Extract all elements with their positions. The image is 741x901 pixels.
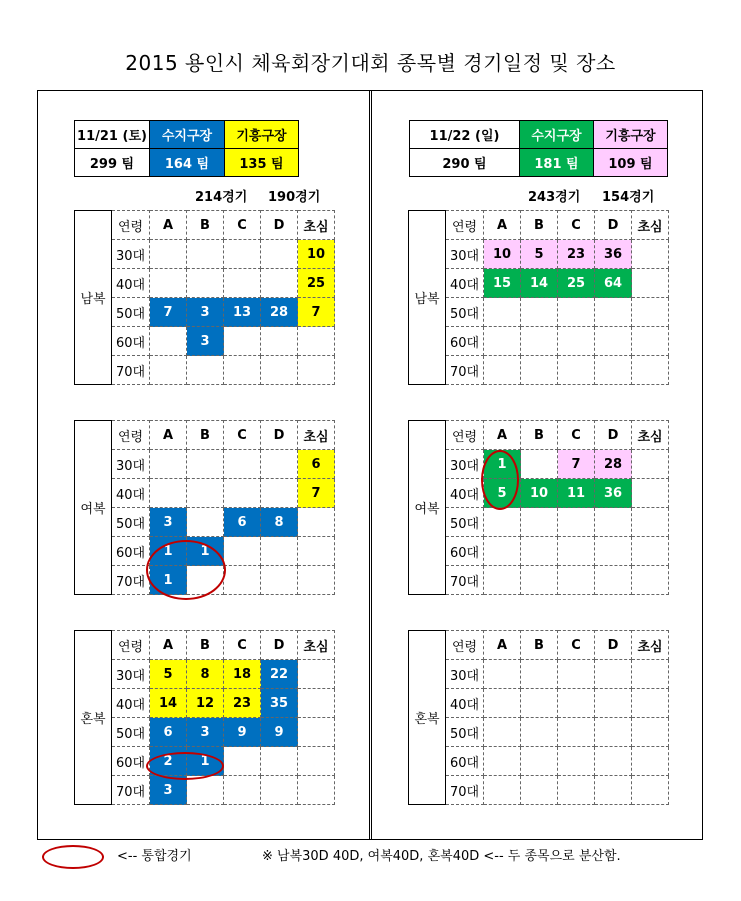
game-count-cell — [298, 537, 335, 566]
game-count-cell — [558, 689, 595, 718]
day1-giheung-teams: 135 팀 — [225, 149, 299, 177]
game-count-cell — [521, 537, 558, 566]
game-count-cell — [632, 689, 669, 718]
age-label: 70대 — [112, 566, 150, 595]
game-count-cell — [632, 450, 669, 479]
game-count-cell — [224, 240, 261, 269]
game-count-cell: 9 — [261, 718, 298, 747]
game-count-cell: 3 — [187, 718, 224, 747]
game-count-cell — [632, 240, 669, 269]
column-header: 초심 — [298, 631, 335, 660]
column-header: 초심 — [632, 421, 669, 450]
game-count-cell — [521, 776, 558, 805]
combined-oval-day2-women — [481, 450, 519, 510]
game-count-cell — [558, 356, 595, 385]
column-header: 연령 — [112, 631, 150, 660]
game-count-cell — [484, 298, 521, 327]
column-header: D — [595, 631, 632, 660]
game-count-cell — [558, 298, 595, 327]
legend-combined-label: <-- 통합경기 — [117, 849, 192, 864]
day1-suji-teams: 164 팀 — [150, 149, 225, 177]
game-count-cell — [187, 356, 224, 385]
game-count-cell: 7 — [150, 298, 187, 327]
game-count-cell: 5 — [521, 240, 558, 269]
game-count-cell — [261, 327, 298, 356]
game-count-cell: 1 — [187, 537, 224, 566]
column-header: C — [558, 421, 595, 450]
game-count-cell — [484, 747, 521, 776]
game-count-cell: 13 — [224, 298, 261, 327]
game-count-cell: 14 — [521, 269, 558, 298]
age-label: 40대 — [446, 269, 484, 298]
age-label: 30대 — [112, 450, 150, 479]
game-count-cell — [484, 660, 521, 689]
column-header: B — [521, 421, 558, 450]
age-label: 60대 — [112, 747, 150, 776]
game-count-cell — [261, 240, 298, 269]
game-count-cell — [298, 566, 335, 595]
game-count-cell — [632, 298, 669, 327]
age-label: 70대 — [446, 356, 484, 385]
column-header: 연령 — [446, 211, 484, 240]
age-label: 70대 — [112, 776, 150, 805]
game-count-cell — [521, 298, 558, 327]
game-count-cell — [298, 508, 335, 537]
game-count-cell: 10 — [521, 479, 558, 508]
game-count-cell — [224, 327, 261, 356]
game-count-cell: 64 — [595, 269, 632, 298]
game-count-cell — [298, 356, 335, 385]
game-count-cell: 1 — [484, 450, 521, 479]
age-label: 40대 — [446, 689, 484, 718]
category-label: 여복 — [409, 421, 446, 595]
legend-oval-icon — [42, 845, 104, 869]
game-count-cell: 6 — [298, 450, 335, 479]
column-header: 연령 — [446, 631, 484, 660]
game-count-cell — [298, 776, 335, 805]
game-count-cell — [521, 356, 558, 385]
game-count-cell: 3 — [150, 776, 187, 805]
game-count-cell — [558, 508, 595, 537]
game-count-cell: 11 — [558, 479, 595, 508]
game-count-cell — [187, 776, 224, 805]
day1-men-table — [74, 210, 335, 385]
column-header: B — [521, 211, 558, 240]
game-count-cell: 18 — [224, 660, 261, 689]
age-label: 60대 — [446, 537, 484, 566]
column-header: 연령 — [112, 421, 150, 450]
age-label: 50대 — [112, 508, 150, 537]
combined-oval-day1-mixed — [146, 752, 224, 780]
game-count-cell: 1 — [150, 537, 187, 566]
game-count-cell: 7 — [298, 479, 335, 508]
game-count-cell — [632, 508, 669, 537]
column-header: B — [187, 631, 224, 660]
column-header: A — [150, 211, 187, 240]
game-count-cell — [558, 537, 595, 566]
game-count-cell — [484, 776, 521, 805]
game-count-cell: 8 — [261, 508, 298, 537]
game-count-cell — [632, 327, 669, 356]
day1-suji-games: 214경기 — [195, 190, 248, 205]
column-header: 초심 — [632, 211, 669, 240]
game-count-cell — [632, 537, 669, 566]
day1-mixed-table — [74, 630, 335, 805]
age-label: 30대 — [446, 450, 484, 479]
game-count-cell: 22 — [261, 660, 298, 689]
game-count-cell — [521, 327, 558, 356]
column-header: C — [224, 421, 261, 450]
game-count-cell — [298, 718, 335, 747]
column-header: 초심 — [632, 631, 669, 660]
column-header: D — [595, 211, 632, 240]
column-header: C — [224, 211, 261, 240]
game-count-cell: 23 — [558, 240, 595, 269]
game-count-cell — [298, 689, 335, 718]
day2-giheung-games: 154경기 — [602, 190, 655, 205]
game-count-cell — [224, 269, 261, 298]
game-count-cell: 9 — [224, 718, 261, 747]
game-count-cell: 28 — [261, 298, 298, 327]
game-count-cell — [632, 479, 669, 508]
day2-men-table — [408, 210, 669, 385]
legend-note: ※ 남복30D 40D, 여복40D, 혼복40D <-- 두 종목으로 분산함. — [262, 849, 621, 864]
age-label: 70대 — [446, 566, 484, 595]
game-count-cell: 25 — [298, 269, 335, 298]
day2-venue-giheung: 기흥구장 — [594, 121, 668, 149]
game-count-cell — [150, 240, 187, 269]
column-header: C — [558, 631, 595, 660]
age-label: 70대 — [446, 776, 484, 805]
game-count-cell — [632, 747, 669, 776]
day2-mixed-table — [408, 630, 669, 805]
game-count-cell — [558, 327, 595, 356]
category-label: 남복 — [409, 211, 446, 385]
age-label: 50대 — [446, 508, 484, 537]
game-count-cell — [261, 450, 298, 479]
column-header: A — [150, 631, 187, 660]
game-count-cell — [150, 269, 187, 298]
game-count-cell — [150, 450, 187, 479]
day1-giheung-games: 190경기 — [268, 190, 321, 205]
day1-date: 11/21 (토) — [75, 121, 150, 149]
game-count-cell — [521, 508, 558, 537]
day1-venue-suji: 수지구장 — [150, 121, 225, 149]
day2-venue-suji: 수지구장 — [520, 121, 594, 149]
game-count-cell — [632, 269, 669, 298]
game-count-cell — [595, 356, 632, 385]
game-count-cell: 23 — [224, 689, 261, 718]
game-count-cell — [595, 298, 632, 327]
column-header: D — [261, 631, 298, 660]
age-label: 60대 — [112, 537, 150, 566]
column-header: C — [558, 211, 595, 240]
game-count-cell — [298, 327, 335, 356]
column-header: A — [484, 631, 521, 660]
column-header: A — [484, 421, 521, 450]
column-header: C — [224, 631, 261, 660]
age-label: 60대 — [112, 327, 150, 356]
game-count-cell — [484, 508, 521, 537]
game-count-cell — [595, 660, 632, 689]
game-count-cell — [261, 479, 298, 508]
game-count-cell — [521, 566, 558, 595]
game-count-cell — [484, 718, 521, 747]
column-header: A — [150, 421, 187, 450]
game-count-cell: 28 — [595, 450, 632, 479]
game-count-cell — [484, 327, 521, 356]
game-count-cell — [224, 450, 261, 479]
game-count-cell: 6 — [224, 508, 261, 537]
game-count-cell — [632, 356, 669, 385]
age-label: 40대 — [112, 269, 150, 298]
game-count-cell — [595, 508, 632, 537]
day1-total-teams: 299 팀 — [75, 149, 150, 177]
age-label: 50대 — [446, 298, 484, 327]
game-count-cell — [595, 776, 632, 805]
game-count-cell — [484, 689, 521, 718]
game-count-cell: 5 — [484, 479, 521, 508]
game-count-cell — [150, 327, 187, 356]
game-count-cell — [484, 537, 521, 566]
game-count-cell — [558, 718, 595, 747]
game-count-cell — [224, 747, 261, 776]
game-count-cell — [224, 479, 261, 508]
game-count-cell — [224, 566, 261, 595]
game-count-cell — [261, 747, 298, 776]
game-count-cell — [224, 356, 261, 385]
column-header: B — [187, 211, 224, 240]
column-header: 초심 — [298, 211, 335, 240]
day2-date: 11/22 (일) — [410, 121, 520, 149]
game-count-cell: 1 — [187, 747, 224, 776]
game-count-cell — [150, 356, 187, 385]
game-count-cell — [632, 718, 669, 747]
age-label: 50대 — [112, 298, 150, 327]
game-count-cell: 2 — [150, 747, 187, 776]
game-count-cell — [187, 450, 224, 479]
column-header: B — [521, 631, 558, 660]
game-count-cell — [521, 689, 558, 718]
game-count-cell — [298, 747, 335, 776]
game-count-cell — [558, 747, 595, 776]
day2-women-table — [408, 420, 669, 595]
game-count-cell — [595, 718, 632, 747]
game-count-cell — [261, 566, 298, 595]
game-count-cell: 10 — [298, 240, 335, 269]
game-count-cell — [595, 327, 632, 356]
game-count-cell: 3 — [150, 508, 187, 537]
game-count-cell — [187, 240, 224, 269]
game-count-cell — [187, 479, 224, 508]
day2-suji-teams: 181 팀 — [520, 149, 594, 177]
game-count-cell: 14 — [150, 689, 187, 718]
game-count-cell: 36 — [595, 240, 632, 269]
column-header: B — [187, 421, 224, 450]
column-header: 연령 — [446, 421, 484, 450]
page-title: 2015 용인시 체육회장기대회 종목별 경기일정 및 장소 — [125, 51, 616, 75]
game-count-cell — [521, 718, 558, 747]
game-count-cell — [224, 537, 261, 566]
game-count-cell — [632, 566, 669, 595]
game-count-cell: 6 — [150, 718, 187, 747]
day1-venue-giheung: 기흥구장 — [225, 121, 299, 149]
game-count-cell — [595, 537, 632, 566]
game-count-cell: 1 — [150, 566, 187, 595]
day2-suji-games: 243경기 — [528, 190, 581, 205]
category-label: 여복 — [75, 421, 112, 595]
day2-total-teams: 290 팀 — [410, 149, 520, 177]
column-header: D — [595, 421, 632, 450]
day1-summary — [74, 120, 299, 177]
game-count-cell — [595, 747, 632, 776]
category-label: 혼복 — [75, 631, 112, 805]
game-count-cell — [484, 566, 521, 595]
age-label: 30대 — [446, 660, 484, 689]
game-count-cell — [261, 269, 298, 298]
age-label: 40대 — [112, 689, 150, 718]
game-count-cell — [595, 689, 632, 718]
game-count-cell — [558, 566, 595, 595]
column-header: D — [261, 421, 298, 450]
game-count-cell — [595, 566, 632, 595]
combined-oval-day1-women — [146, 540, 226, 600]
day2-summary — [409, 120, 668, 177]
age-label: 50대 — [446, 718, 484, 747]
column-header: 초심 — [298, 421, 335, 450]
age-label: 60대 — [446, 747, 484, 776]
game-count-cell — [150, 479, 187, 508]
game-count-cell — [484, 356, 521, 385]
game-count-cell — [558, 776, 595, 805]
game-count-cell — [187, 269, 224, 298]
game-count-cell: 3 — [187, 327, 224, 356]
game-count-cell: 36 — [595, 479, 632, 508]
game-count-cell — [261, 537, 298, 566]
game-count-cell: 35 — [261, 689, 298, 718]
game-count-cell: 8 — [187, 660, 224, 689]
category-label: 남복 — [75, 211, 112, 385]
age-label: 60대 — [446, 327, 484, 356]
game-count-cell — [261, 776, 298, 805]
game-count-cell — [632, 776, 669, 805]
column-header: 연령 — [112, 211, 150, 240]
age-label: 30대 — [112, 660, 150, 689]
game-count-cell — [558, 660, 595, 689]
age-label: 30대 — [112, 240, 150, 269]
game-count-cell — [224, 776, 261, 805]
game-count-cell: 10 — [484, 240, 521, 269]
day2-giheung-teams: 109 팀 — [594, 149, 668, 177]
game-count-cell: 5 — [150, 660, 187, 689]
age-label: 40대 — [446, 479, 484, 508]
category-label: 혼복 — [409, 631, 446, 805]
game-count-cell — [521, 660, 558, 689]
age-label: 30대 — [446, 240, 484, 269]
game-count-cell — [521, 747, 558, 776]
game-count-cell — [521, 450, 558, 479]
game-count-cell: 25 — [558, 269, 595, 298]
game-count-cell: 3 — [187, 298, 224, 327]
age-label: 50대 — [112, 718, 150, 747]
game-count-cell: 7 — [558, 450, 595, 479]
age-label: 40대 — [112, 479, 150, 508]
game-count-cell — [261, 356, 298, 385]
day-divider — [369, 91, 372, 839]
column-header: A — [484, 211, 521, 240]
game-count-cell — [298, 660, 335, 689]
column-header: D — [261, 211, 298, 240]
game-count-cell: 12 — [187, 689, 224, 718]
game-count-cell — [632, 660, 669, 689]
age-label: 70대 — [112, 356, 150, 385]
game-count-cell — [187, 508, 224, 537]
game-count-cell: 15 — [484, 269, 521, 298]
game-count-cell: 7 — [298, 298, 335, 327]
